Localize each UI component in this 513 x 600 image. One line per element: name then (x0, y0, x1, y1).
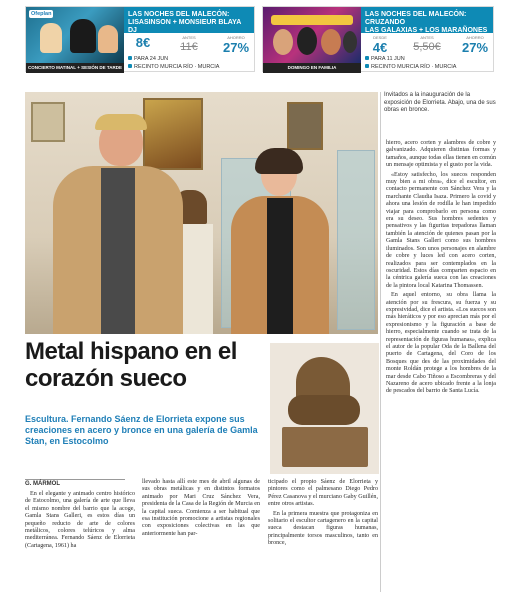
ad-banner-right[interactable] (262, 6, 494, 72)
ad-headline-line1: LAS NOCHES DEL MALECÓN: (128, 11, 230, 18)
painting (143, 98, 203, 170)
paragraph: En aquel entorno, su obra llama la atención por su frescura, su fuerza y su expresividad, dice el artista. «Los suecos son más hieráticos y por eso aprecian más por el expresionismo y la figuración a base de hierro, especialmente cuando se trata de la representación de figuras humanas», explica el autor de la popular Oda de la Ballena del puerto de Cartagena, del Coro de los Bosques que des de las proximidades del monte Roldán protege a los hombres de la mar desde Cabo Tiñoso a Escombreras y del Nazareno de acero ubicado frente a la lonja de pescados del barrio de Santa Lucía. (386, 292, 496, 395)
old-price-label: ANTES (182, 35, 196, 40)
display-case (337, 150, 375, 330)
article-photo (25, 92, 378, 334)
ad-caption: CONCIERTO MATINAL + SESIÓN DE TARDE (26, 63, 124, 73)
article-subhead (25, 414, 265, 447)
section-label: Escultura. (25, 414, 69, 424)
old-price: 11€ (180, 41, 198, 53)
price-value: 4€ (372, 40, 388, 55)
location-icon (365, 64, 369, 68)
ad-headline (124, 7, 254, 33)
article-byline: G. MÁRMOL (25, 479, 125, 487)
ad-image-right (263, 7, 361, 63)
photo-caption: Invitados a la inauguración de la exposición de Elorrieta. Abajo, una de sus obras en bronce. (384, 92, 496, 113)
painting (287, 102, 323, 150)
painting (31, 102, 65, 142)
old-price: 5,50€ (413, 41, 441, 53)
ad-headline-line2: LAS GALAXIAS + LOS MARAÑONES (365, 27, 488, 34)
paragraph: llevado hasta allí este mes de abril algunas de sus obras metálicas y en distintos formatos animado por Mari Cruz Sánchez Vera, presidenta de la Casa de la Región de Murcia en la capital sueca. Comienza a ser habitual que esa institución promocione a artistas regionales con exposiciones colectivas en las que anteriormente han par- (142, 479, 260, 537)
article-headline: Metal hispano en el corazón sueco (25, 338, 237, 392)
ad-date: PARA 11 JUN (365, 55, 489, 63)
ad-venue: RECINTO MURCIA RÍO · MURCIA (365, 63, 489, 71)
body-column-3 (268, 479, 378, 550)
ad-image-left (26, 7, 124, 63)
ad-date: PARA 24 JUN (128, 55, 250, 63)
bronze-sculpture-photo (270, 343, 379, 474)
ad-headline-line1: LAS NOCHES DEL MALECÓN: CRUZANDO (365, 11, 467, 26)
saving-label: AHORRO (466, 35, 484, 40)
location-icon (128, 64, 132, 68)
person-hair (95, 114, 147, 130)
saving-value: 27% (222, 40, 250, 55)
price-label: DESDE (373, 35, 387, 40)
ad-venue: RECINTO MURCIA RÍO · MURCIA (128, 63, 250, 71)
ad-prices (361, 33, 493, 57)
person-shirt (101, 168, 135, 334)
ad-headline (361, 7, 493, 33)
subhead-text: Fernando Sáenz de Elorrieta expone sus creaciones en acero y bronce en una galería de Gamla Stan, en Estocolmo (25, 414, 258, 446)
paragraph: En el elegante y animado centro histórico de Estocolmo, una galería de arte que lleva el mismo nombre del barrio que la acoge, Gamla Stans Galleri, es estos días un pequeño reducto de arte de colores metálicos, colores telúricos y alma mediterránea. Fernando Sáenz de Elorrieta (Cartagena, 1961) ha (25, 491, 135, 549)
person-top (267, 198, 293, 334)
saving-label: AHORRO (227, 35, 245, 40)
old-price-label: ANTES (420, 35, 434, 40)
paragraph: hierro, acero corten y alambres de cobre y galvanizado. Adquieren distintas formas y tamaños, aunque todas ellas tienen en común un mensaje optimista y el gusto por la vida. (386, 140, 496, 169)
paragraph: ticipado el propio Sáenz de Elorrieta y pintores como el palmesano Diego Pedro Pérez Casanova y el murciano Gaby Guillén, entre otros artistas. (268, 479, 378, 508)
calendar-icon (128, 56, 132, 60)
calendar-icon (365, 56, 369, 60)
ad-banner-left[interactable] (25, 6, 255, 72)
body-column-1 (25, 491, 135, 552)
price-value: 8€ (135, 35, 151, 50)
ad-logo: Ofeplan (31, 11, 52, 17)
paragraph: «Estoy satisfecho, los suecos responden muy bien a mi obra», dice el escultor, en contacto permanente con Sánchez Vera y la marchante Claudia Isaza. Primero la covid y ahora una lesión de rodilla le han impedido viajar para comprobarlo en persona como era su deseo. Sus hombres sedentes y pensativos y las figuritas trepadoras llaman también la atención de quienes pasan por la Gamla Stans Galleri como sus hombres iluminados. Son unos personajes en alambre de cobre y luces led con acero corten, realizados para ser contemplados en la oscuridad. Estos días comparten espacio en la céntrica galería sueca con las creaciones de la pintora local Katarina Thomassen. (386, 171, 496, 289)
ad-headline-line2: LISASINSON + MONSIEUR BLAYA DJ (128, 19, 241, 34)
person-hair (255, 148, 303, 174)
saving-value: 27% (461, 40, 489, 55)
body-column-2 (142, 479, 260, 540)
ad-caption: DOMINGO EN FAMILIA (263, 63, 361, 73)
column-divider (380, 92, 381, 592)
body-column-4 (386, 140, 496, 398)
ad-prices (124, 33, 254, 57)
paragraph: En la primera muestra que protagoniza en solitario el escultor cartagenero en la capital sueca destacan figuras humanas, principalmente torsos masculinos, tanto en bronce, (268, 510, 378, 547)
